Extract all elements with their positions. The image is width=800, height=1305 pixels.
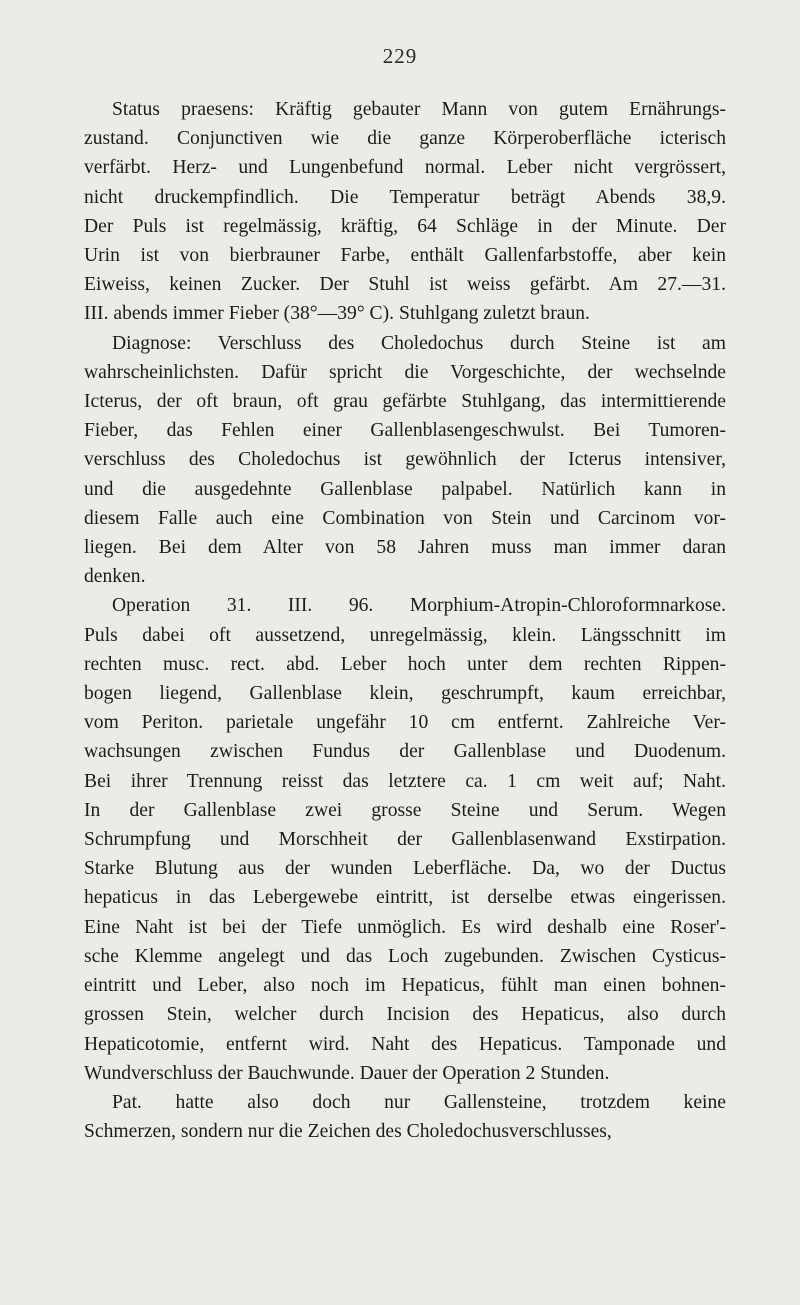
text-line: wahrscheinlichsten. Dafür spricht die Vorgeschichte, der wechselnde (84, 361, 726, 383)
paragraph (84, 95, 726, 329)
page-number: 229 (382, 44, 418, 68)
text-line: Schrumpfung und Morschheit der Gallenblasenwand Exstirpation. (84, 829, 726, 851)
text-line: Schmerzen, sondern nur die Zeichen des Choledochusverschlusses, (84, 1121, 612, 1143)
text-line: In der Gallenblase zwei grosse Steine und Serum. Wegen (84, 799, 726, 821)
text-line: liegen. Bei dem Alter von 58 Jahren muss man immer daran (84, 537, 726, 559)
text-line: Operation 31. III. 96. Morphium-Atropin-Chloroformnarkose. (112, 595, 726, 617)
text-line: eintritt und Leber, also noch im Hepaticus, fühlt man einen bohnen- (84, 975, 726, 997)
paragraph (84, 591, 726, 1087)
text-line: und die ausgedehnte Gallenblase palpabel. Natürlich kann in (84, 478, 726, 500)
text-line: Starke Blutung aus der wunden Leberfläche. Da, wo der Ductus (84, 858, 726, 880)
body-text (84, 95, 726, 1146)
text-line: grossen Stein, welcher durch Incision des Hepaticus, also durch (84, 1004, 726, 1026)
text-line: denken. (84, 566, 146, 588)
text-line: diesem Falle auch eine Combination von Stein und Carcinom vor- (84, 507, 726, 529)
text-line: hepaticus in das Lebergewebe eintritt, ist derselbe etwas eingerissen. (84, 887, 726, 909)
text-line: nicht druckempfindlich. Die Temperatur beträgt Abends 38,9. (84, 186, 726, 208)
text-line: Eine Naht ist bei der Tiefe unmöglich. Es wird deshalb eine Roser'- (84, 916, 726, 938)
paragraph (84, 1088, 726, 1146)
text-line: rechten musc. rect. abd. Leber hoch unter dem rechten Rippen- (84, 653, 726, 675)
text-line: Fieber, das Fehlen einer Gallenblasengeschwulst. Bei Tumoren- (84, 420, 726, 442)
text-line: Urin ist von bierbrauner Farbe, enthält Gallenfarbstoffe, aber kein (84, 245, 726, 267)
text-line: Bei ihrer Trennung reisst das letztere ca. 1 cm weit auf; Naht. (84, 770, 726, 792)
paragraph (84, 329, 726, 592)
text-line: Hepaticotomie, entfernt wird. Naht des Hepaticus. Tamponade und (84, 1033, 726, 1055)
text-line: Diagnose: Verschluss des Choledochus durch Steine ist am (112, 332, 726, 354)
text-line: Wundverschluss der Bauchwunde. Dauer der Operation 2 Stunden. (84, 1062, 610, 1084)
text-line: vom Periton. parietale ungefähr 10 cm entfernt. Zahlreiche Ver- (84, 712, 726, 734)
text-line: Status praesens: Kräftig gebauter Mann von gutem Ernährungs- (112, 99, 726, 120)
text-line: verfärbt. Herz- und Lungenbefund normal. Leber nicht vergrössert, (84, 157, 726, 179)
text-line: Eiweiss, keinen Zucker. Der Stuhl ist weiss gefärbt. Am 27.—31. (84, 274, 726, 296)
text-line: Icterus, der oft braun, oft grau gefärbte Stuhlgang, das intermittierende (84, 391, 726, 413)
text-line: bogen liegend, Gallenblase klein, geschrumpft, kaum erreichbar, (84, 683, 726, 705)
text-line: III. abends immer Fieber (38°—39° C). Stuhlgang zuletzt braun. (84, 303, 590, 325)
text-line: Puls dabei oft aussetzend, unregelmässig, klein. Längsschnitt im (84, 624, 726, 646)
text-line: wachsungen zwischen Fundus der Gallenblase und Duodenum. (84, 741, 726, 763)
text-line: Pat. hatte also doch nur Gallensteine, trotzdem keine (112, 1091, 726, 1113)
text-line: verschluss des Choledochus ist gewöhnlich der Icterus intensiver, (84, 449, 726, 471)
text-line: zustand. Conjunctiven wie die ganze Körperoberfläche icterisch (84, 128, 726, 150)
text-line: Der Puls ist regelmässig, kräftig, 64 Schläge in der Minute. Der (84, 215, 726, 237)
text-line: sche Klemme angelegt und das Loch zugebunden. Zwischen Cysticus- (84, 945, 726, 967)
